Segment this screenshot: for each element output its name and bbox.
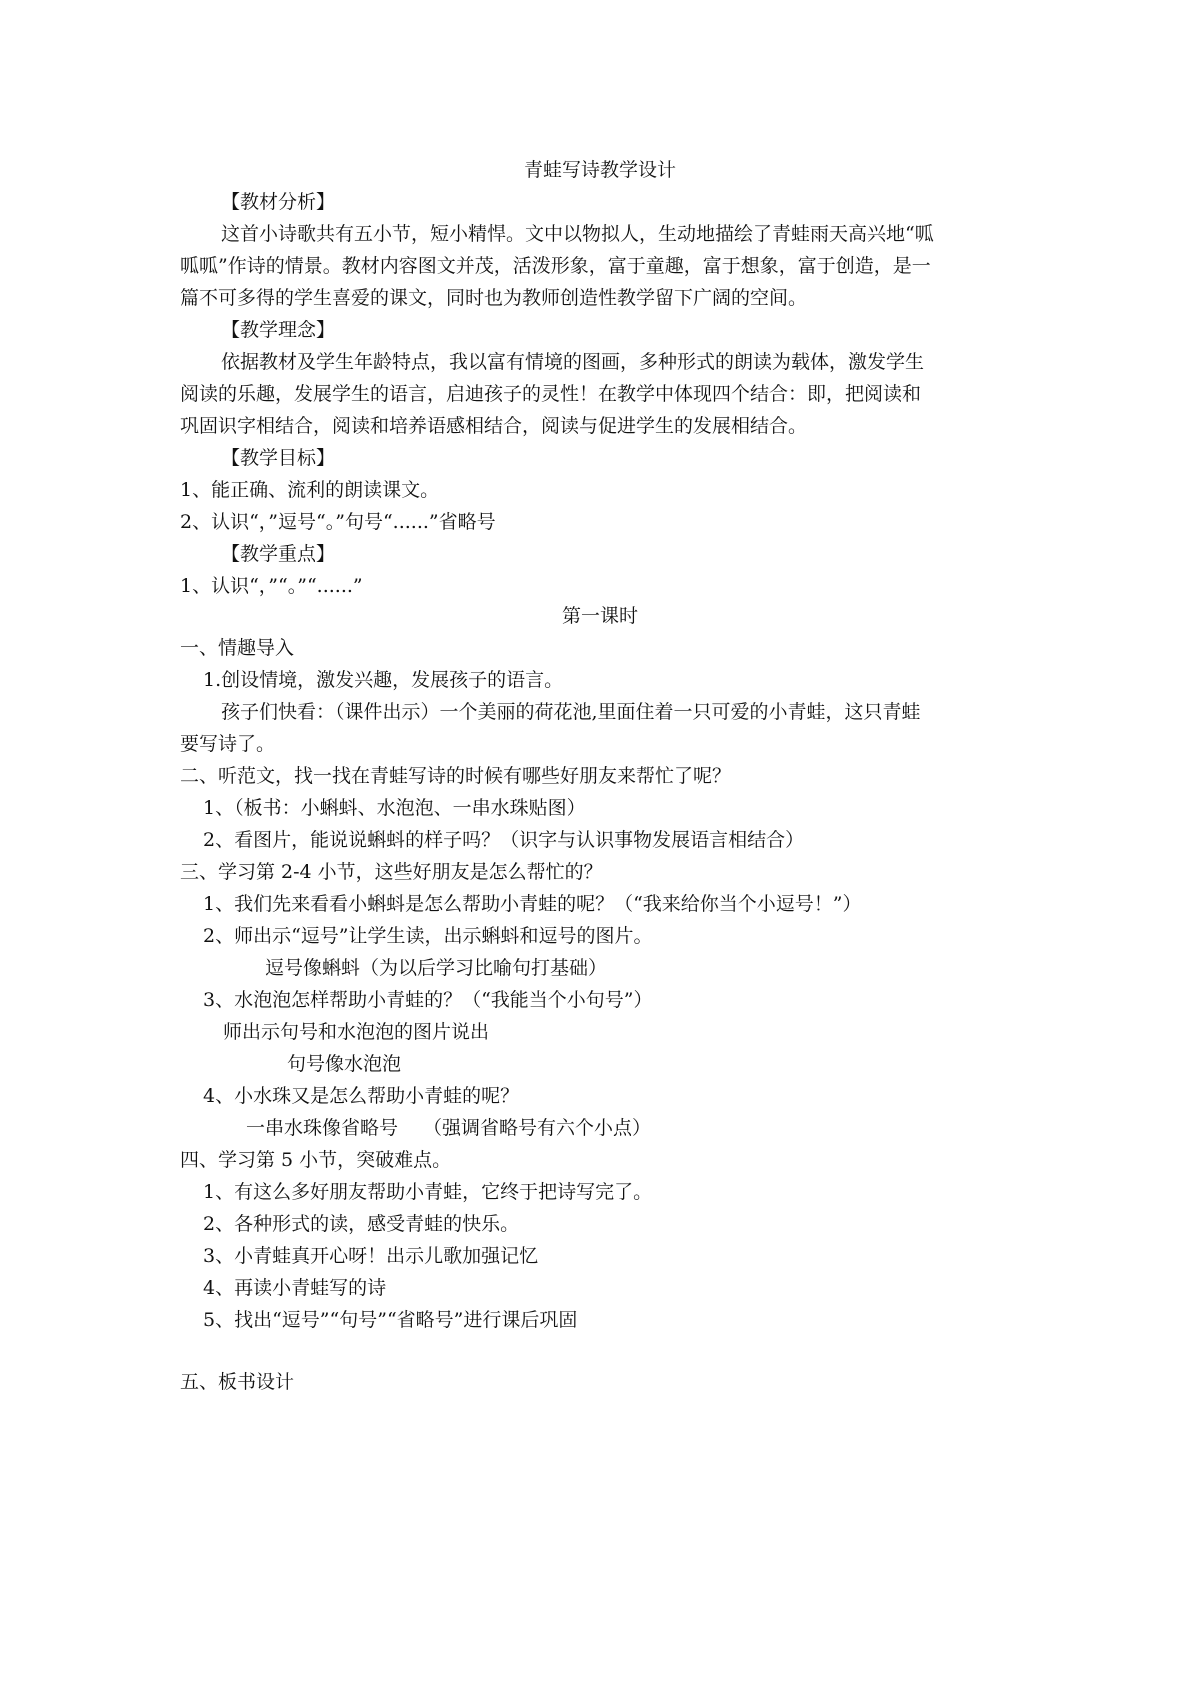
section-heading: 四、学习第 5 小节，突破难点。: [180, 1149, 452, 1171]
list-item: 2、各种形式的读，感受青蛙的快乐。: [203, 1213, 520, 1235]
section-heading: 五、板书设计: [180, 1371, 295, 1393]
document-title: 青蛙写诗教学设计: [523, 159, 676, 181]
list-item: 3、水泡泡怎样帮助小青蛙的？（“我能当个小句号”）: [203, 989, 653, 1011]
note-line: 一串水珠像省略号 （强调省略号有六个小点）: [246, 1117, 652, 1139]
section-heading: 三、学习第 2-4 小节，这些好朋友是怎么帮忙的？: [180, 861, 603, 883]
note-line: 句号像水泡泡: [287, 1053, 402, 1075]
list-item: 1、有这么多好朋友帮助小青蛙，它终于把诗写完了。: [203, 1181, 653, 1203]
focus-item: 1、认识“，”“。”“......”: [180, 575, 363, 597]
lesson-title: 第一课时: [561, 605, 638, 627]
list-item: 4、小水珠又是怎么帮助小青蛙的呢？: [203, 1085, 520, 1107]
concept-paragraph-line: 巩固识字相结合，阅读和培养语感相结合，阅读与促进学生的发展相结合。: [180, 415, 808, 437]
analysis-paragraph-line: 篇不可多得的学生喜爱的课文，同时也为教师创造性教学留下广阔的空间。: [180, 287, 808, 309]
list-item: 1、（板书：小蝌蚪、水泡泡、一串水珠贴图）: [203, 797, 586, 819]
section-heading: 二、听范文，找一找在青蛙写诗的时候有哪些好朋友来帮忙了呢？: [180, 765, 732, 787]
focus-heading: 【教学重点】: [221, 543, 336, 565]
note-line: 师出示句号和水泡泡的图片说出: [223, 1021, 490, 1043]
goal-item: 2、认识“，”逗号“。”句号“......”省略号: [180, 511, 496, 533]
concept-paragraph-line: 依据教材及学生年龄特点，我以富有情境的图画，多种形式的朗读为载体，激发学生: [221, 351, 925, 373]
list-item: 2、师出示“逗号”让学生读，出示蝌蚪和逗号的图片。: [203, 925, 653, 947]
goal-heading: 【教学目标】: [221, 447, 336, 469]
list-item: 2、看图片，能说说蝌蚪的样子吗？（识字与认识事物发展语言相结合）: [203, 829, 805, 851]
paragraph-line: 要写诗了。: [180, 733, 276, 755]
section-heading: 一、情趣导入: [180, 637, 295, 659]
analysis-heading: 【教材分析】: [221, 191, 336, 213]
list-item: 3、小青蛙真开心呀！出示儿歌加强记忆: [203, 1245, 539, 1267]
note-line: 逗号像蝌蚪（为以后学习比喻句打基础）: [265, 957, 608, 979]
list-item: 4、再读小青蛙写的诗: [203, 1277, 387, 1299]
analysis-paragraph-line: 这首小诗歌共有五小节，短小精悍。文中以物拟人，生动地描绘了青蛙雨天高兴地“呱: [221, 223, 934, 245]
analysis-paragraph-line: 呱呱”作诗的情景。教材内容图文并茂，活泼形象，富于童趣，富于想象，富于创造，是一: [180, 255, 931, 277]
concept-heading: 【教学理念】: [221, 319, 336, 341]
list-item: 5、找出“逗号”“句号”“省略号”进行课后巩固: [203, 1309, 578, 1331]
list-item: 1、我们先来看看小蝌蚪是怎么帮助小青蛙的呢？（“我来给你当个小逗号！”）: [203, 893, 862, 915]
paragraph-line: 孩子们快看：（课件出示）一个美丽的荷花池,里面住着一只可爱的小青蛙，这只青蛙: [221, 701, 921, 723]
goal-item: 1、能正确、流利的朗读课文。: [180, 479, 440, 501]
list-item: 1.创设情境，激发兴趣，发展孩子的语言。: [203, 669, 564, 691]
concept-paragraph-line: 阅读的乐趣，发展学生的语言，启迪孩子的灵性！在教学中体现四个结合：即，把阅读和: [180, 383, 922, 405]
